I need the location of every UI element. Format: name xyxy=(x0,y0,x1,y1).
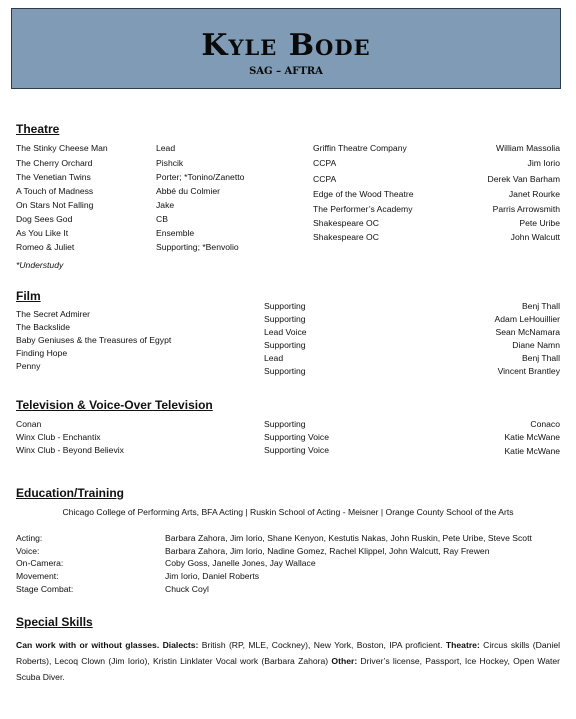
dialects-label: Dialects: xyxy=(162,640,199,650)
theatre-company: Shakespeare OC xyxy=(313,218,379,228)
film-heading: Film xyxy=(16,289,41,303)
tv-producer: Katie McWane xyxy=(504,446,560,456)
film-role: Supporting xyxy=(264,301,306,311)
theatre-production: A Touch of Madness xyxy=(16,186,94,196)
training-instructors: Coby Goss, Janelle Jones, Jay Wallace xyxy=(165,558,316,568)
theatre-company: CCPA xyxy=(313,174,337,184)
schools-line: Chicago College of Performing Arts, BFA Acting | Ruskin School of Acting - Meisner | Orange County School of the Arts xyxy=(62,507,514,517)
glasses-note: Can work with or without glasses. xyxy=(16,640,160,650)
film-role: Supporting xyxy=(264,314,306,324)
theatre-director: Jim Iorio xyxy=(527,158,560,168)
dialects-value: British (RP, MLE, Cockney), New York, Boston, IPA proficient. xyxy=(201,640,443,650)
other-skills-value: Driver’s license, Passport, Ice Hockey, Open Water Scuba Diver. xyxy=(16,656,561,682)
theatre-company: Shakespeare OC xyxy=(313,232,379,242)
theatre-company: Griffin Theatre Company xyxy=(313,143,407,153)
theatre-role: Supporting; *Benvolio xyxy=(156,242,239,252)
film-director: Benj Thall xyxy=(521,353,560,363)
film-director: Diane Namn xyxy=(512,340,560,350)
film-director: Vincent Brantley xyxy=(497,366,560,376)
training-instructors: Barbara Zahora, Jim Iorio, Nadine Gomez, Rachel Klippel, John Walcutt, Ray Frewen xyxy=(165,546,490,556)
theatre-company: The Performer’s Academy xyxy=(313,204,413,214)
film-role: Lead xyxy=(264,353,284,363)
film-director: Benj Thall xyxy=(521,301,560,311)
film-title: Penny xyxy=(16,361,41,371)
tv-role: Supporting Voice xyxy=(264,432,329,442)
theatre-production: Romeo & Juliet xyxy=(16,242,75,252)
theatre-role: Ensemble xyxy=(156,228,195,238)
theatre-director: John Walcutt xyxy=(510,232,560,242)
theatre-role: Porter; *Tonino/Zanetto xyxy=(156,172,245,182)
film-title: Baby Geniuses & the Treasures of Egypt xyxy=(16,335,172,345)
film-director: Sean McNamara xyxy=(495,327,560,337)
special-skills-text xyxy=(16,637,560,685)
tv-role: Supporting xyxy=(264,419,306,429)
theatre-skills-value: Circus skills (Daniel Roberts), Lecoq Clown (Jim Iorio), Kristin Linklater Vocal work (Barbara Zahora) xyxy=(16,640,561,666)
training-instructors: Chuck Coyl xyxy=(165,584,209,594)
theatre-company: Edge of the Wood Theatre xyxy=(313,189,414,199)
special-skills-heading: Special Skills xyxy=(16,615,93,629)
theatre-production: The Cherry Orchard xyxy=(16,158,93,168)
film-role: Lead Voice xyxy=(264,327,307,337)
film-director: Adam LeHouillier xyxy=(494,314,560,324)
tv-title: Winx Club - Beyond Believix xyxy=(16,445,124,455)
theatre-director: William Massolia xyxy=(496,143,560,153)
tv-title: Conan xyxy=(16,419,42,429)
training-category: Acting: xyxy=(16,533,43,543)
theatre-director: Pete Uribe xyxy=(519,218,560,228)
tv-title: Winx Club - Enchantix xyxy=(16,432,101,442)
theatre-production: The Venetian Twins xyxy=(16,172,91,182)
theatre-director: Parris Arrowsmith xyxy=(492,204,560,214)
theatre-role: Pishcik xyxy=(156,158,184,168)
actor-name: Kyle Bode xyxy=(201,28,371,63)
theatre-director: Derek Van Barham xyxy=(487,174,560,184)
theatre-production: The Stinky Cheese Man xyxy=(16,143,108,153)
training-category: On-Camera: xyxy=(16,558,64,568)
resume-header xyxy=(11,8,561,89)
union-affiliation: SAG – AFTRA xyxy=(249,66,323,77)
training-instructors: Jim Iorio, Daniel Roberts xyxy=(165,571,260,581)
theatre-director: Janet Rourke xyxy=(508,189,560,199)
training-category: Voice: xyxy=(16,546,40,556)
film-title: Finding Hope xyxy=(16,348,68,358)
theatre-role: Lead xyxy=(156,143,176,153)
education-heading: Education/Training xyxy=(16,486,125,500)
theatre-skills-label: Theatre: xyxy=(445,640,480,650)
film-role: Supporting xyxy=(264,340,306,350)
tv-role: Supporting Voice xyxy=(264,445,329,455)
film-title: The Secret Admirer xyxy=(16,309,91,319)
theatre-production: As You Like It xyxy=(16,228,69,238)
tv-producer: Conaco xyxy=(530,419,560,429)
training-category: Movement: xyxy=(16,571,59,581)
understudy-note: *Understudy xyxy=(16,260,64,270)
film-role: Supporting xyxy=(264,366,306,376)
television-heading: Television & Voice-Over Television xyxy=(16,398,213,412)
theatre-role: Abbé du Colmier xyxy=(156,186,221,196)
training-instructors: Barbara Zahora, Jim Iorio, Shane Kenyon, Kestutis Nakas, John Ruskin, Pete Uribe, Steve Scott xyxy=(165,533,532,543)
theatre-role: CB xyxy=(156,214,168,224)
film-title: The Backslide xyxy=(16,322,70,332)
tv-producer: Katie McWane xyxy=(504,432,560,442)
other-skills-label: Other: xyxy=(331,656,358,666)
theatre-company: CCPA xyxy=(313,158,337,168)
training-category: Stage Combat: xyxy=(16,584,74,594)
theatre-role: Jake xyxy=(156,200,175,210)
theatre-production: On Stars Not Falling xyxy=(16,200,94,210)
theatre-production: Dog Sees God xyxy=(16,214,73,224)
theatre-heading: Theatre xyxy=(16,122,60,136)
